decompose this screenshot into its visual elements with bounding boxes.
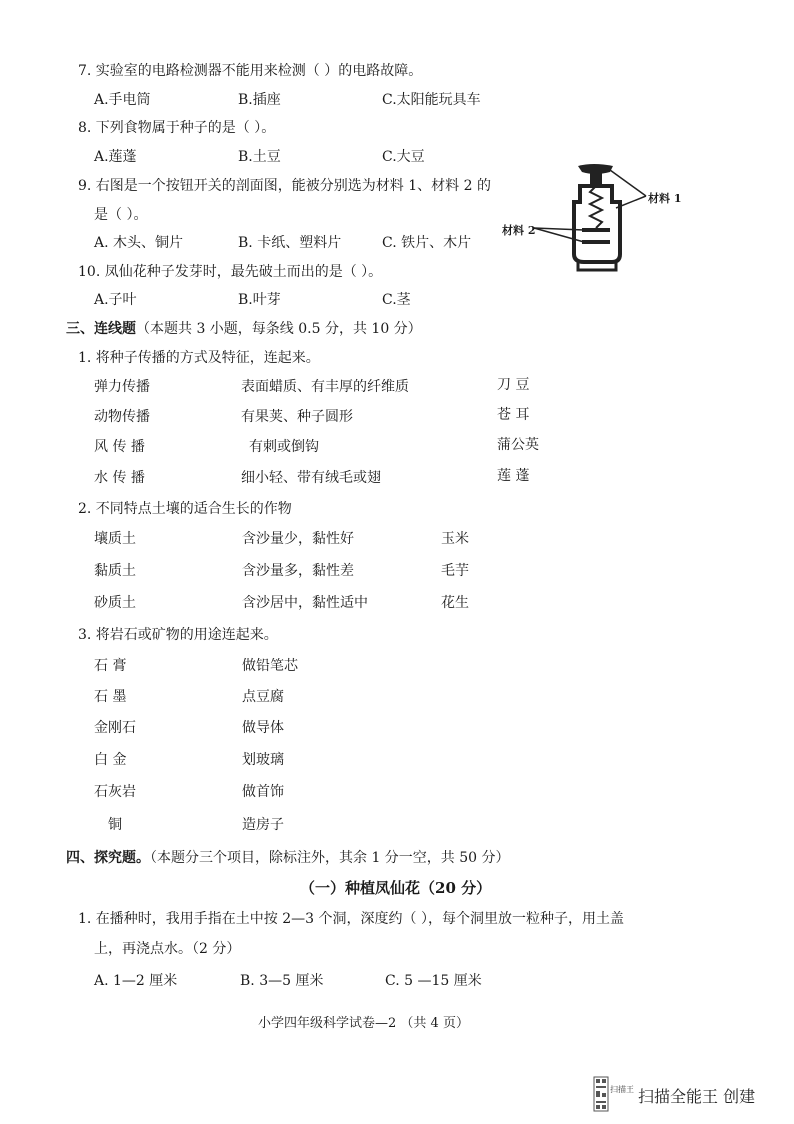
s3-p1-feature: 有果荚、种子圆形 [241,409,353,425]
q7-option-b: B.插座 [238,92,281,108]
section3-heading: 三、连线题 [66,321,136,337]
q9-stem-line1: 9. 右图是一个按钮开关的剖面图，能被分别选为材料 1、材料 2 的 [78,178,491,194]
s3-p2-soil: 黏质土 [94,563,136,579]
button-switch-diagram [498,162,698,282]
s4-q1-option-b: B. 3—5 厘米 [240,973,324,989]
s3-p3-title: 3. 将岩石或矿物的用途连起来。 [78,627,278,643]
page-footer: 小学四年级科学试卷—2 （共 4 页） [258,1016,469,1031]
s3-p3-material: 石灰岩 [94,784,136,800]
section4-note: （本题分三个项目，除标注外，其余 1 分一空，共 50 分） [150,850,510,866]
q9-option-b: B. 卡纸、塑料片 [238,235,342,251]
s3-p1-method: 风 传 播 [94,439,145,455]
section4-heading: 四、探究题。 [66,850,150,866]
s4-q1-line1: 1. 在播种时，我用手指在土中按 2—3 个洞，深度约（ ），每个洞里放一粒种子，用土盖 [78,911,624,927]
section4-header [66,847,510,867]
s3-p3-material: 金刚石 [94,720,136,736]
scanner-watermark: 扫描全能王 创建 [638,1087,756,1106]
s3-p3-use: 做首饰 [242,784,284,800]
q7-stem: 7. 实验室的电路检测器不能用来检测（ ）的电路故障。 [78,63,423,79]
s3-p3-use: 造房子 [242,817,284,833]
s3-p2-crop: 玉米 [441,531,469,547]
q10-option-c: C.茎 [382,292,411,308]
s3-p3-use: 做铅笔芯 [242,658,298,674]
s3-p1-plant: 苍 耳 [497,407,530,423]
diagram-label-material-1: 材料 1 [648,192,682,205]
s3-p2-crop: 花生 [441,595,469,611]
s3-p1-method: 动物传播 [94,409,150,425]
s3-p2-soil: 壤质土 [94,531,136,547]
s3-p3-material: 铜 [108,817,122,833]
diagram-label-material-2: 材料 2 [502,224,536,237]
s3-p2-soil: 砂质土 [94,595,136,611]
s3-p1-method: 弹力传播 [94,379,150,395]
section3-note: （本题共 3 小题，每条线 0.5 分，共 10 分） [136,321,422,337]
s3-p1-title: 1. 将种子传播的方式及特征，连起来。 [78,350,320,366]
s3-p3-material: 白 金 [94,752,127,768]
q10-option-b: B.叶芽 [238,292,281,308]
s4-q1-option-c: C. 5 —15 厘米 [385,973,482,989]
section3-header [66,318,422,338]
s3-p3-use: 点豆腐 [242,689,284,705]
q10-option-a: A.子叶 [94,292,137,308]
s3-p1-feature: 表面蜡质、有丰厚的纤维质 [241,379,409,395]
q8-option-b: B.土豆 [238,149,281,165]
q9-option-c: C. 铁片、木片 [382,235,472,251]
s3-p1-feature: 细小轻、带有绒毛或翅 [241,470,381,486]
s3-p1-plant: 莲 蓬 [497,468,530,484]
s3-p1-feature: 有刺或倒钩 [249,439,319,455]
s3-p3-material: 石 膏 [94,658,127,674]
q8-stem: 8. 下列食物属于种子的是（ ）。 [78,120,276,136]
scanner-logo [593,1076,635,1112]
section4-subheading: （一）种植凤仙花（20 分） [300,879,492,897]
s4-q1-option-a: A. 1—2 厘米 [94,973,178,989]
q9-option-a: A. 木头、铜片 [94,235,184,251]
s3-p3-use: 做导体 [242,720,284,736]
s3-p2-crop: 毛芋 [441,563,469,579]
s3-p3-material: 石 墨 [94,689,127,705]
q7-option-a: A.手电筒 [94,92,151,108]
s4-q1-line2: 上，再浇点水。（2 分） [94,941,241,957]
s3-p2-feature: 含沙居中，黏性适中 [242,595,368,611]
q8-option-a: A.莲蓬 [94,149,137,165]
q8-option-c: C.大豆 [382,149,425,165]
s3-p1-method: 水 传 播 [94,470,145,486]
q10-stem: 10. 凤仙花种子发芽时，最先破土而出的是（ ）。 [78,264,383,280]
scanner-logo-text: 扫描王 [610,1085,634,1094]
s3-p3-use: 划玻璃 [242,752,284,768]
s3-p1-plant: 刀 豆 [497,377,530,393]
s3-p2-feature: 含沙量少，黏性好 [242,531,354,547]
s3-p2-feature: 含沙量多，黏性差 [242,563,354,579]
q7-option-c: C.太阳能玩具车 [382,92,481,108]
q9-stem-line2: 是（ ）。 [94,207,148,223]
s3-p2-title: 2. 不同特点土壤的适合生长的作物 [78,501,292,517]
s3-p1-plant: 蒲公英 [497,437,539,453]
